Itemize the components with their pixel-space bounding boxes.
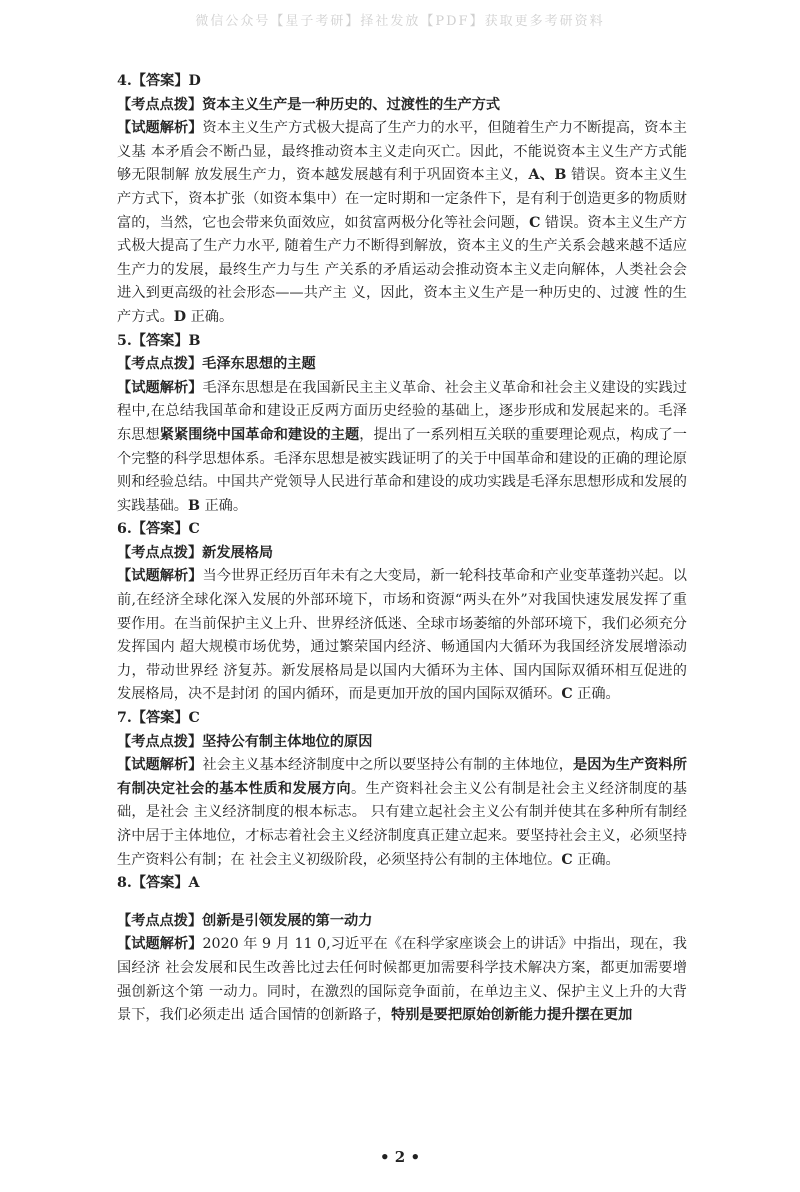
key-point-text: 毛泽东思想的主题 [202, 356, 316, 373]
question-6 [117, 518, 687, 707]
page-number: • 2 • [379, 1148, 421, 1166]
analysis-option: A、B [528, 167, 567, 184]
analysis [117, 117, 687, 329]
analysis-text: 错误。资本主义生产方式极大提高了生产力水平, 随着生产力不断得到解放，资本主义的生产关系会越来越不适应生产力的发展，最终生产力与生 产关系的矛盾运动会推动资本主义走向解体，人类社会会进入到更高级的社会形态——共产主 义，因此，资本主义生产是一种历史的、过渡 性的生产方式。 [117, 214, 687, 325]
key-point [117, 94, 687, 118]
key-point-label: 【考点点拨】 [117, 544, 203, 561]
analysis-option: D [173, 308, 187, 325]
question-5 [117, 330, 687, 519]
key-point-text: 新发展格局 [202, 544, 274, 561]
key-point [117, 910, 687, 934]
analysis-text: 当今世界正经历百年未有之大变局，新一轮科技革命和产业变革蓬勃兴起。以前,在经济全球化深入发展的外部环境下，市场和资源“两头在外”对我国快速发展发挥了重要作用。在当前保护主义上升、世界经济低迷、全球市场萎缩的外部环境下，我们必须充分发挥国内 超大规模市场优势，通过繁荣国内经济、畅通国内大循环为我国经济发展增添动力，带动世界经 济复苏。新发展格局是以国内大循环为主体、国内国际双循环相互促进的发展格局，决不是封闭 的国内循环，而是更加开放的国内国际双循环。 [117, 568, 687, 703]
analysis-text: 正确。 [186, 308, 234, 325]
analysis-text: 。生产资料社会主义公有制是社会主义经济制度的基础，是社会 主义经济制度的根本标志。 只有建立起社会主义公有制并使其在多种所有制经济中居于主体地位，才标志着社会主义经济制度真正建立起来。要坚持社会主义，必须坚持生产资料公有制；在 社会主义初级阶段，必须坚持公有制的主体地位。 [117, 780, 687, 868]
answer-line: 6.【答案】C [117, 521, 200, 538]
analysis-text: 正确。 [572, 851, 620, 868]
analysis-text: 错误。资本主义生产方式下，资本扩张（如资本集中）在一定时期和一定条件下，是有利于创造更多的物质财富的，当然，它也会带来负面效应，如贫富两极分化等社会问题， [117, 167, 687, 231]
analysis-label: 【试题解析】 [117, 757, 203, 774]
key-point-text: 坚持公有制主体地位的原因 [202, 733, 373, 750]
analysis-text: ，提出了一系列相互关联的重要理论观点，构成了一个完整的科学思想体系。毛泽东思想是被实践证明了的关于中国革命和建设的正确的理论原则和经验总结。中国共产党领导人民进行革命和建设的成功实践是毛泽东思想形成和发展的实践基础。 [117, 426, 687, 514]
key-point-text: 创新是引领发展的第一动力 [202, 912, 373, 929]
analysis-text: 毛泽东思想是在我国新民主主义革命、社会主义革命和社会主义建设的实践过程中,在总结我国革命和建设正反两方面历史经验的基础上，逐步形成和发展起来的。毛泽东思想 [117, 379, 687, 443]
analysis-text: 资本主义生产方式极大提高了生产力的水平，但随着生产力不断提高，资本主义基 本矛盾会不断凸显，最终推动资本主义走向灭亡。因此，不能说资本主义生产方式能够无限制解 放发展生产力，资本越发展越有利于巩固资本主义， [117, 120, 687, 184]
question-8 [117, 872, 687, 1028]
answer-line: 5.【答案】B [117, 332, 201, 349]
analysis-emphasis: 是因为生产资料所有制决定社会的基本性质和发展方向 [117, 757, 687, 797]
key-point [117, 542, 687, 566]
answer-line: 8.【答案】A [117, 875, 200, 892]
analysis-label: 【试题解析】 [117, 936, 203, 953]
analysis-label: 【试题解析】 [117, 379, 203, 396]
spacer [117, 896, 687, 910]
question-7 [117, 707, 687, 872]
analysis-text: 正确。 [199, 497, 248, 514]
key-point [117, 731, 687, 755]
analysis-emphasis: 特别是要把原始创新能力提升摆在更加 [391, 1007, 633, 1024]
analysis-option: B [187, 497, 200, 514]
answer-line: 7.【答案】C [117, 710, 200, 727]
analysis-option: C [561, 851, 573, 868]
analysis-text: 正确。 [572, 686, 620, 703]
analysis [117, 377, 687, 519]
analysis-label: 【试题解析】 [117, 120, 203, 137]
key-point [117, 353, 687, 377]
analysis-label: 【试题解析】 [117, 568, 203, 585]
analysis-text: 社会主义基本经济制度中之所以要坚持公有制的主体地位， [202, 757, 574, 774]
header-watermark: 微信公众号【星子考研】择社发放【PDF】获取更多考研资料 [195, 14, 605, 29]
analysis-option: C [529, 214, 541, 231]
answer-content [117, 70, 687, 1028]
key-point-label: 【考点点拨】 [117, 733, 203, 750]
analysis [117, 565, 687, 707]
question-4 [117, 70, 687, 330]
analysis-option: C [561, 686, 573, 703]
key-point-label: 【考点点拨】 [117, 96, 203, 113]
answer-line: 4.【答案】D [117, 73, 201, 89]
key-point-label: 【考点点拨】 [117, 356, 203, 373]
analysis [117, 754, 687, 872]
key-point-label: 【考点点拨】 [117, 912, 203, 929]
analysis-text: 2020 年 9 月 11 0,习近平在《在科学家座谈会上的讲话》中指出，现在，我国经济 社会发展和民生改善比过去任何时候都更加需要科学技术解决方案，都更加需要增强创新这个第 一动力。同时，在激烈的国际竞争面前，在单边主义、保护主义上升的大背景下，我们必须走出 适合国情的创新路子， [117, 936, 687, 1024]
analysis [117, 933, 687, 1027]
analysis-emphasis: 紧紧围绕中国革命和建设的主题 [159, 426, 360, 443]
key-point-text: 资本主义生产是一种历史的、过渡性的生产方式 [202, 96, 501, 113]
